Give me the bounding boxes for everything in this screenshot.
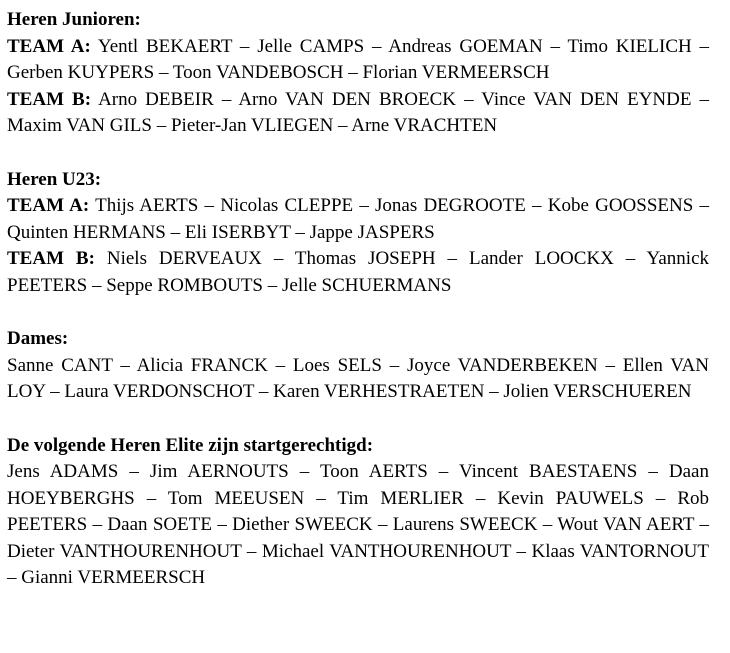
team-b-paragraph [7,87,709,140]
names-paragraph: Sanne CANT – Alicia FRANCK – Loes SELS – Joyce VANDERBEKEN – Ellen VAN LOY – Laura VERDONSCHOT – Karen VERHESTRAETEN – Jolien VERSCHUEREN [7,354,709,403]
section-heren-junioren [7,7,709,140]
team-b-label: TEAM B: [7,248,95,270]
team-a-paragraph [7,193,709,246]
team-b-names: Niels DERVEAUX – Thomas JOSEPH – Lander LOOCKX – Yannick PEETERS – Seppe ROMBOUTS – Jelle SCHUERMANS [7,248,710,296]
team-a-label: TEAM A: [7,195,90,217]
section-heren-u23 [7,167,709,300]
section-dames [7,326,709,406]
team-b-paragraph [7,246,709,299]
section-heading: Dames: [7,328,69,350]
team-b-label: TEAM B: [7,88,92,110]
team-a-names: Yentl BEKAERT – Jelle CAMPS – Andreas GOEMAN – Timo KIELICH – Gerben KUYPERS – Toon VANDEBOSCH – Florian VERMEERSCH [7,35,710,84]
section-heading: De volgende Heren Elite zijn startgerechtigd: [7,434,374,456]
section-heading: Heren U23: [7,168,102,190]
team-b-names: Arno DEBEIR – Arno VAN DEN BROECK – Vince VAN DEN EYNDE – Maxim VAN GILS – Pieter-Jan VLIEGEN – Arne VRACHTEN [7,88,710,137]
team-a-label: TEAM A: [7,35,91,57]
team-a-paragraph [7,34,709,87]
team-a-names: Thijs AERTS – Nicolas CLEPPE – Jonas DEGROOTE – Kobe GOOSSENS – Quinten HERMANS – Eli ISERBYT – Jappe JASPERS [7,195,710,243]
section-heading: Heren Junioren: [7,9,141,30]
section-heren-elite [7,433,709,593]
names-paragraph: Jens ADAMS – Jim AERNOUTS – Toon AERTS – Vincent BAESTAENS – Daan HOEYBERGHS – Tom MEEUSEN – Tim MERLIER – Kevin PAUWELS – Rob PEETERS – Daan SOETE – Diether SWEECK – Laurens SWEECK – Wout VAN AERT – Dieter VANTHOURENHOUT – Michael VANTHOURENHOUT – Klaas VANTORNOUT – Gianni VERMEERSCH [7,461,709,589]
